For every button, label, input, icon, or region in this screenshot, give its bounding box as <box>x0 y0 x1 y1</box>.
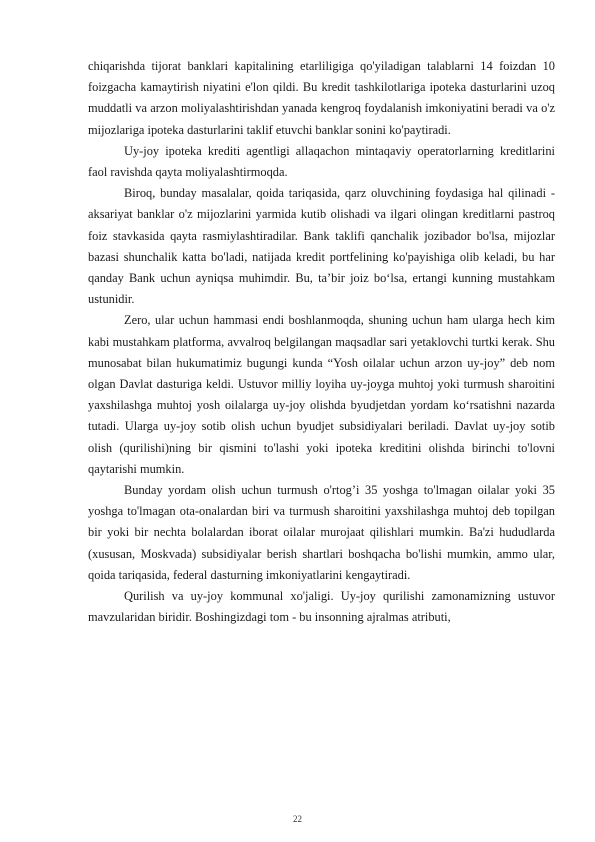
document-page <box>88 56 555 628</box>
paragraph-2: Uy-joy ipoteka krediti agentligi allaqachon mintaqaviy operatorlarning kreditlarini faol ravishda qayta moliyalashtirmoqda. <box>88 143 555 180</box>
paragraph-4: Zero, ular uchun hammasi endi boshlanmoqda, shuning uchun ham ularga hech kim kabi mustahkam platforma, avvalroq belgilangan maqsadlar sari yetaklovchi turtki kerak. Shu munosabat bilan hukumatimiz bugungi kunda “Yosh oilalar uchun arzon uy-joy” deb nom olgan Davlat dasturiga keldi. Ustuvor milliy loyiha uy-joyga muhtoj yoki turmush sharoitini yaxshilashga muhtoj yosh oilalarga uy-joy olishda byudjetdan yordam ko‘rsatishni nazarda tutadi. Ularga uy-joy sotib olish uchun byudjet subsidiyalari beriladi. Davlat uy-joy sotib olish (qurilishi)ning bir qismini to'lashi yoki ipoteka kreditini olishda birinchi to'lovni qaytarishi mumkin. <box>88 313 555 476</box>
paragraph-1: chiqarishda tijorat banklari kapitalining etarliligiga qo'yiladigan talablarni 14 foizdan 10 foizgacha kamaytirish niyatini e'lon qildi. Bu kredit tashkilotlariga ipoteka dasturlarini uzoq muddatli va arzon moliyalashtirishdan yanada kengroq foydalanish imkoniyatini beradi va o'z mijozlariga ipoteka dasturlarini taklif etuvchi banklar sonini ko'paytiradi. <box>88 59 555 137</box>
paragraph-5: Bunday yordam olish uchun turmush o'rtog’i 35 yoshga to'lmagan oilalar yoki 35 yoshga to'lmagan ota-onalardan biri va turmush sharoitini yaxshilashga muhtoj deb topilgan bir yoki bir nechta bolalardan iborat oilalar murojaat qilishlari mumkin. Ba'zi hududlarda (xususan, Moskvada) subsidiyalar berish shartlari boshqacha bo'lishi mumkin, ammo ular, qoida tariqasida, federal dasturning imkoniyatlarini kengaytiradi. <box>88 483 555 582</box>
paragraph-6: Qurilish va uy-joy kommunal xo'jaligi. Uy-joy qurilishi zamonamizning ustuvor mavzularidan biridir. Boshingizdagi tom - bu insonning ajralmas atributi, <box>88 589 555 625</box>
paragraph-3: Biroq, bunday masalalar, qoida tariqasida, qarz oluvchining foydasiga hal qilinadi - aksariyat banklar o'z mijozlarini yarmida kutib olishadi va ilgari olingan kreditlarni pastroq foiz stavkasida qayta rasmiylashtiradilar. Bank taklifi qanchalik jozibador bo'lsa, mijozlar bazasi shunchalik katta bo'ladi, natijada kredit portfelining ko'payishiga olib keladi, bu har qanday Bank uchun ayniqsa muhimdir. Bu, ta’bir joiz bo‘lsa, ertangi kunning mustahkam ustunidir. <box>88 186 555 307</box>
page-number: 22 <box>293 814 302 824</box>
